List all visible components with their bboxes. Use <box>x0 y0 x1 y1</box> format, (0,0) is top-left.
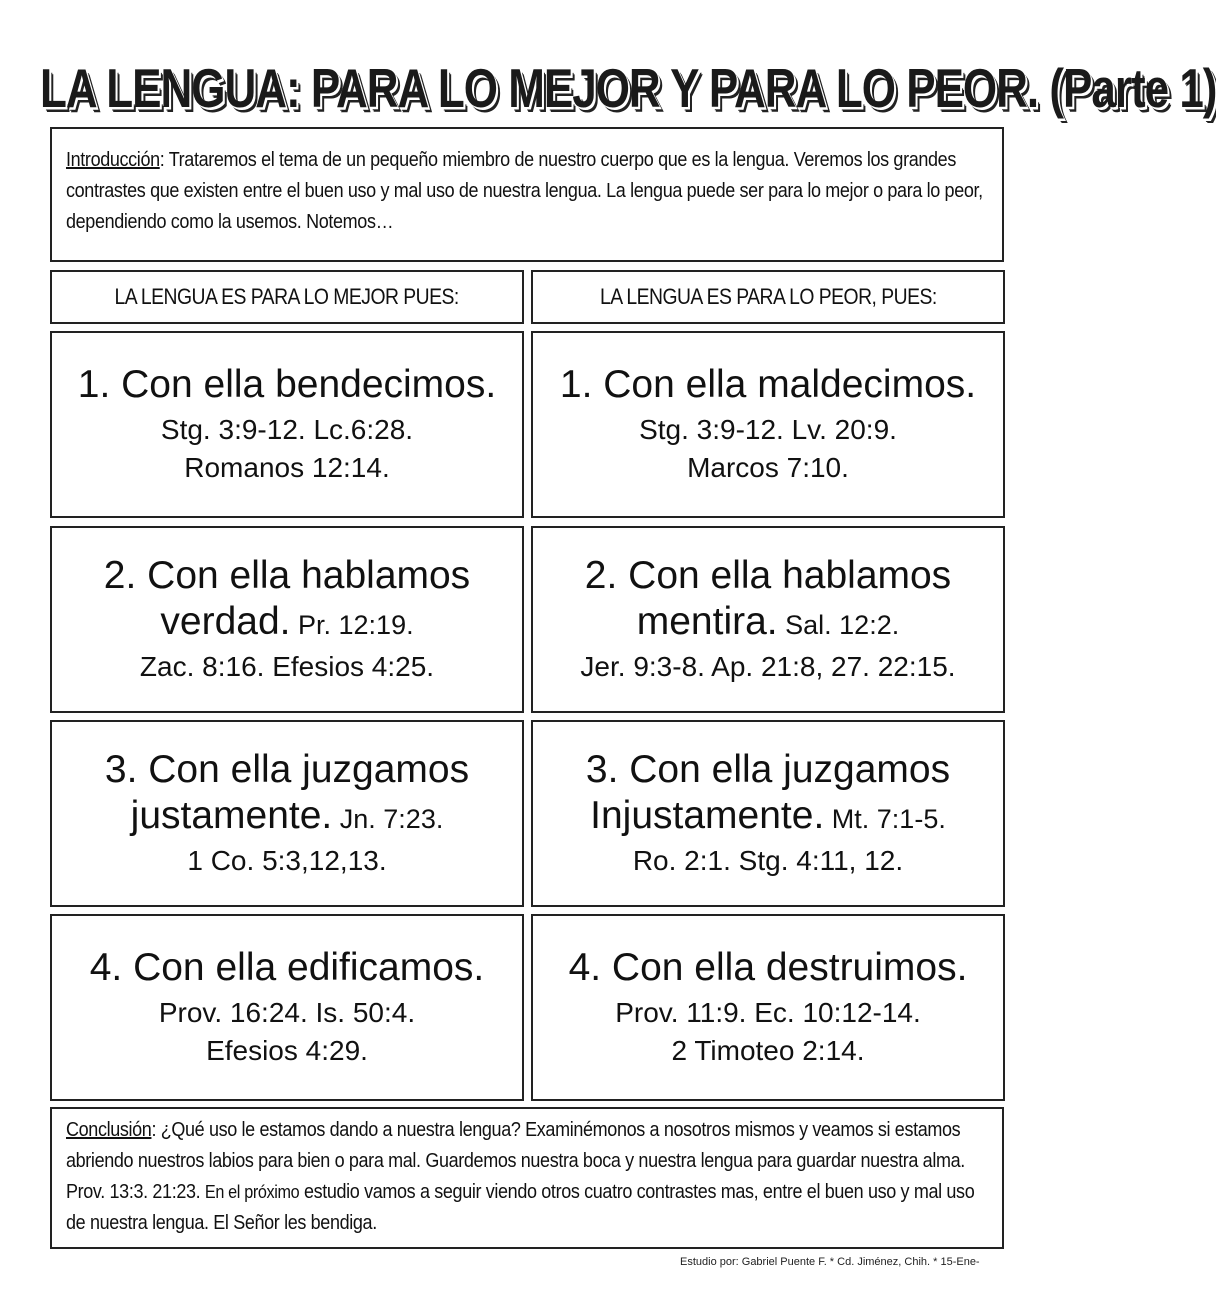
author-credit: Estudio por: Gabriel Puente F. * Cd. Jiménez, Chih. * 15-Ene- <box>680 1256 980 1268</box>
worse-item-2 <box>531 526 1005 713</box>
worse-item-4 <box>531 914 1005 1101</box>
better-item-1-ref: Stg. 3:9-12. Lc.6:28. <box>160 414 414 445</box>
better-item-4 <box>50 914 524 1101</box>
header-better-label: LA LENGUA ES PARA LO MEJOR PUES: <box>114 284 460 309</box>
better-item-3 <box>50 720 524 907</box>
better-item-4-title: 4. Con ella edificamos. <box>89 946 485 989</box>
better-item-4-ref: Prov. 16:24. Is. 50:4. <box>158 997 416 1028</box>
better-item-2-title: 2. Con ella hablamos verdad. Pr. 12:19. <box>103 554 471 643</box>
introduction-label: Introducción <box>66 149 160 171</box>
better-item-2-ref: Zac. 8:16. Efesios 4:25. <box>139 651 435 682</box>
conclusion-text <box>66 1115 987 1239</box>
conclusion-label: Conclusión <box>66 1119 152 1141</box>
worse-item-3-title: 3. Con ella juzgamos Injustamente. Mt. 7:1-5. <box>585 748 951 837</box>
worse-item-1-title: 1. Con ella maldecimos. <box>559 363 977 406</box>
page-title: LA LENGUA: PARA LO MEJOR Y PARA LO PEOR. (Parte 1) <box>40 58 1216 120</box>
better-item-2 <box>50 526 524 713</box>
better-item-1-ref: Romanos 12:14. <box>184 452 390 483</box>
conclusion-body-end: estudio vamos a seguir viendo otros cuatro contrastes mas, entre el buen uso y mal uso de nuestra lengua. El Señor les bendiga. <box>66 1181 975 1234</box>
conclusion-body: : ¿Qué uso le estamos dando a nuestra lengua? Examinémonos a nosotros mismos y veamos si estamos abriendo nuestros labios para bien o para mal. Guardemos nuestra boca y nuestra lengua para guardar nuestra alma. Prov. 13:3. 21:23. <box>66 1119 965 1203</box>
introduction-body: : Trataremos el tema de un pequeño miembro de nuestro cuerpo que es la lengua. Veremos los grandes contrastes que existen entre el buen uso y mal uso de nuestra lengua. La lengua puede ser para lo mejor o para lo peor, dependiendo como la usemos. Notemos… <box>66 149 983 233</box>
header-better <box>50 270 524 324</box>
introduction-text <box>66 145 987 238</box>
better-item-3-ref: 1 Co. 5:3,12,13. <box>187 845 387 876</box>
worse-item-4-title: 4. Con ella destruimos. <box>568 946 968 989</box>
better-item-4-ref: Efesios 4:29. <box>206 1035 368 1066</box>
introduction-box <box>50 127 1004 262</box>
header-worse-label: LA LENGUA ES PARA LO PEOR, PUES: <box>599 284 937 309</box>
header-worse <box>531 270 1005 324</box>
worse-item-2-title: 2. Con ella hablamos mentira. Sal. 12:2. <box>584 554 952 643</box>
worse-item-1-ref: Marcos 7:10. <box>687 452 849 483</box>
conclusion-body-small: En el próximo <box>204 1182 300 1202</box>
worse-item-4-ref: Prov. 11:9. Ec. 10:12-14. <box>615 997 921 1028</box>
worse-item-1-ref: Stg. 3:9-12. Lv. 20:9. <box>639 414 897 445</box>
better-item-3-title: 3. Con ella juzgamos justamente. Jn. 7:23. <box>104 748 470 837</box>
conclusion-box <box>50 1107 1004 1249</box>
better-item-1-title: 1. Con ella bendecimos. <box>77 363 497 406</box>
better-item-1 <box>50 331 524 518</box>
worse-item-2-ref: Jer. 9:3-8. Ap. 21:8, 27. 22:15. <box>580 651 956 682</box>
worse-item-1 <box>531 331 1005 518</box>
worse-item-3 <box>531 720 1005 907</box>
worse-item-3-ref: Ro. 2:1. Stg. 4:11, 12. <box>632 845 904 876</box>
worse-item-4-ref: 2 Timoteo 2:14. <box>671 1035 865 1066</box>
